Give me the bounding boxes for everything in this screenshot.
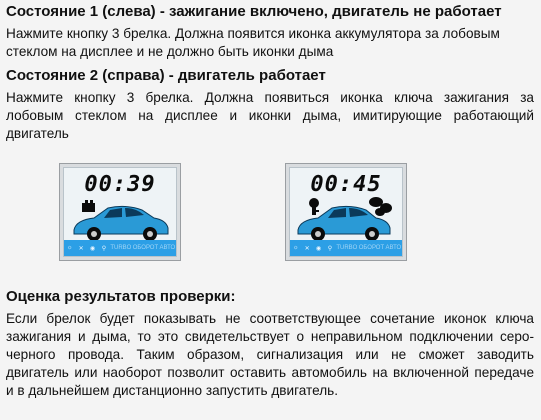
remote-display-right	[285, 163, 407, 261]
lcd-icon-bar	[290, 240, 402, 256]
sensor-icon: ◉	[89, 245, 96, 252]
clock-display: 00:39	[84, 172, 156, 197]
state1-heading: Состояние 1 (слева) - зажигание включено, двигатель не работает	[6, 3, 502, 20]
sensor-icon: ◉	[315, 245, 322, 252]
key-icon	[309, 198, 319, 215]
light-icon: ☼	[66, 245, 73, 251]
fan-icon: ✕	[78, 245, 84, 252]
turbo-label: TURBO	[110, 245, 132, 251]
lcd-screen	[63, 167, 177, 257]
state2-line: лобовым стеклом на дисплее и иконки дыма, имитирующие работающий	[6, 108, 534, 123]
results-line: и в дальнейшем дистанционно запустить двигатель.	[6, 383, 339, 398]
wrench-icon: ⚲	[327, 245, 333, 252]
auto-label: АВТО	[385, 245, 402, 251]
battery-icon	[82, 200, 95, 212]
state2-line: Нажмите кнопку 3 брелка. Должна появиться иконка ключа зажигания за	[6, 90, 534, 105]
fan-icon: ✕	[304, 245, 310, 252]
results-line: двигатель или наоборот позволит оставить автомобиль на включенной передаче	[6, 365, 534, 380]
light-icon: ☼	[292, 245, 299, 251]
state1-text: Нажмите кнопку 3 брелка. Должна появится иконка аккумулятора за лобовым стеклом на дисплее и не должно быть иконки дыма	[6, 26, 500, 59]
clock-display: 00:45	[310, 172, 382, 197]
lcd-icon-bar	[64, 240, 176, 256]
smoke-icon	[369, 197, 392, 216]
rpm-label: ОБОРОТ	[132, 245, 159, 251]
lcd-screen	[289, 167, 403, 257]
rpm-label: ОБОРОТ	[358, 245, 385, 251]
state2-line: двигатель	[6, 126, 69, 141]
results-line: зажигания и дыма, то это свидетельствует о неправильном подключении серо-	[6, 329, 534, 344]
remote-display-left	[59, 163, 181, 261]
auto-label: АВТО	[159, 245, 176, 251]
results-heading: Оценка результатов проверки:	[6, 288, 236, 305]
turbo-label: TURBO	[336, 245, 358, 251]
state2-heading: Состояние 2 (справа) - двигатель работает	[6, 67, 326, 84]
results-line: черного провода. Таким образом, сигнализация или не сможет заводить	[6, 347, 534, 362]
wrench-icon: ⚲	[101, 245, 107, 252]
results-line: Если брелок будет показывать не соответствующее сочетание иконок ключа	[6, 311, 534, 326]
